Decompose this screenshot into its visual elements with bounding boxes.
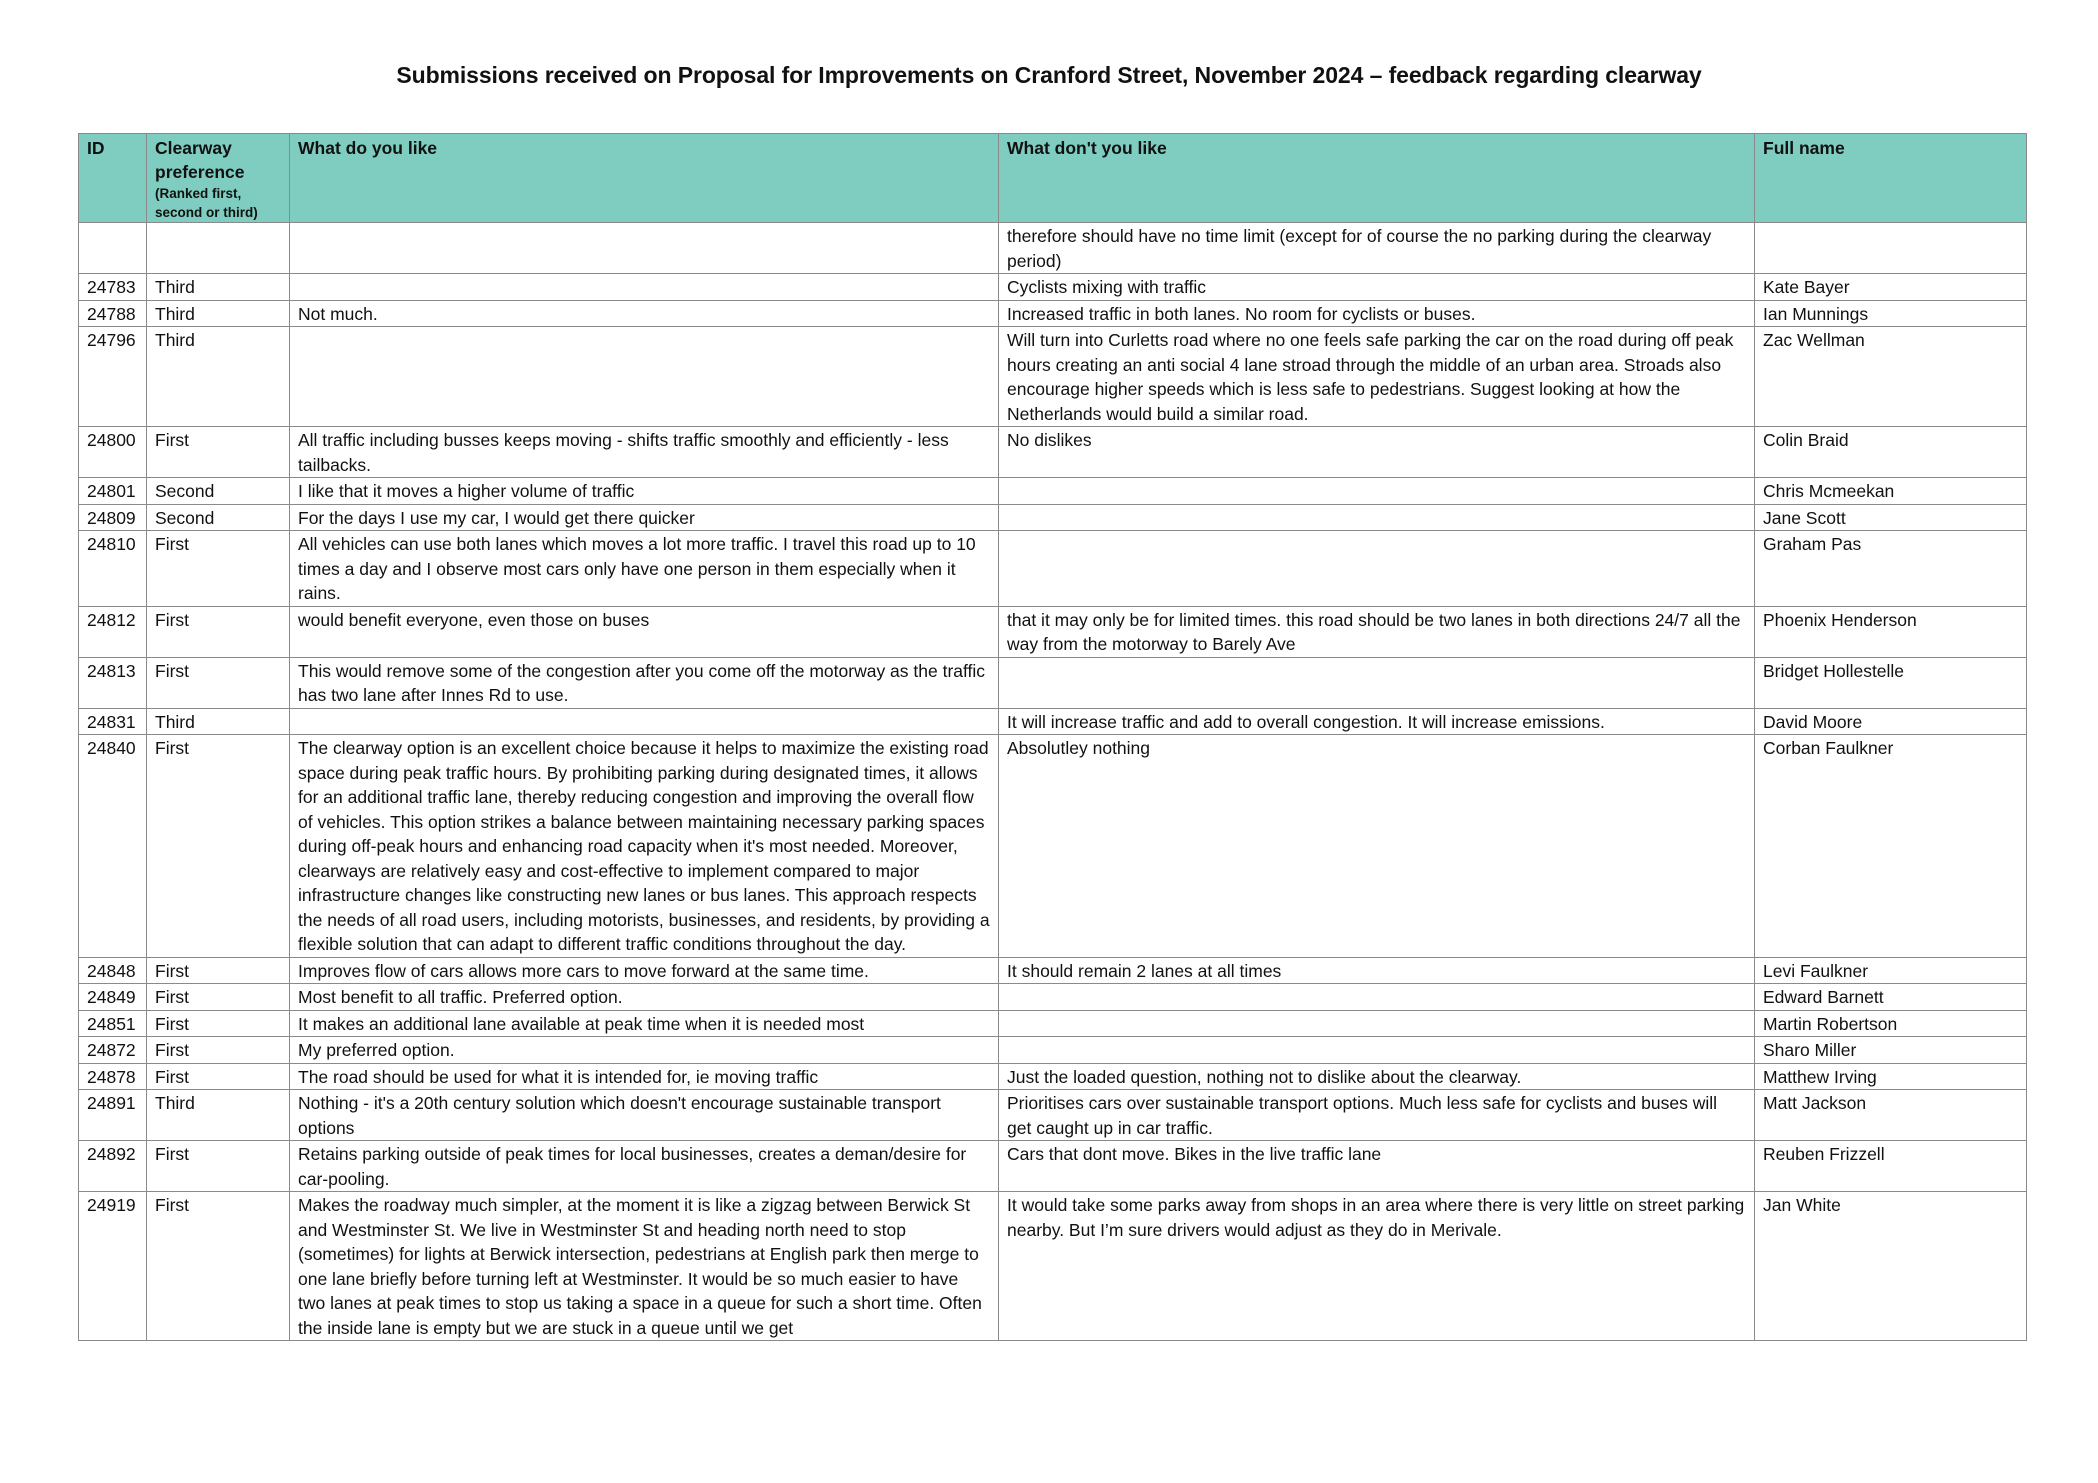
cell-id: 24812	[79, 606, 147, 657]
cell-like: The clearway option is an excellent choice because it helps to maximize the existing road space during peak traffic hours. By prohibiting parking during designated times, it allows for an additional traffic lane, thereby reducing congestion and improving the overall flow of vehicles. This option strikes a balance between maintaining necessary parking spaces during off-peak hours and enhancing road capacity when it's most needed. Moreover, clearways are relatively easy and cost-effective to implement compared to major infrastructure changes like constructing new lanes or bus lanes. This approach respects the needs of all road users, including motorists, businesses, and residents, by providing a flexible solution that can adapt to different traffic conditions throughout the day.	[290, 735, 999, 958]
column-header-preference	[147, 134, 290, 223]
cell-preference: Second	[147, 504, 290, 531]
table-header-row	[79, 134, 2027, 223]
table-row	[79, 478, 2027, 505]
cell-preference: First	[147, 957, 290, 984]
cell-preference: First	[147, 1141, 290, 1192]
cell-preference: First	[147, 984, 290, 1011]
cell-preference: First	[147, 657, 290, 708]
cell-id: 24878	[79, 1063, 147, 1090]
table-row	[79, 708, 2027, 735]
table-row	[79, 327, 2027, 427]
cell-like: All traffic including busses keeps moving - shifts traffic smoothly and efficiently - less tailbacks.	[290, 427, 999, 478]
cell-like	[290, 327, 999, 427]
cell-preference: Third	[147, 274, 290, 301]
cell-like: Not much.	[290, 300, 999, 327]
cell-like: The road should be used for what it is intended for, ie moving traffic	[290, 1063, 999, 1090]
cell-id: 24796	[79, 327, 147, 427]
cell-name	[1755, 223, 2027, 274]
column-header-id: ID	[79, 134, 147, 223]
cell-name: David Moore	[1755, 708, 2027, 735]
cell-name: Corban Faulkner	[1755, 735, 2027, 958]
cell-id: 24849	[79, 984, 147, 1011]
cell-like: Improves flow of cars allows more cars to move forward at the same time.	[290, 957, 999, 984]
cell-like: I like that it moves a higher volume of traffic	[290, 478, 999, 505]
cell-id: 24848	[79, 957, 147, 984]
table-row	[79, 1063, 2027, 1090]
cell-dislike: Absolutley nothing	[999, 735, 1755, 958]
cell-like: This would remove some of the congestion after you come off the motorway as the traffic has two lane after Innes Rd to use.	[290, 657, 999, 708]
cell-preference: First	[147, 1192, 290, 1341]
cell-name: Martin Robertson	[1755, 1010, 2027, 1037]
table-row	[79, 427, 2027, 478]
cell-name: Jan White	[1755, 1192, 2027, 1341]
cell-dislike	[999, 657, 1755, 708]
cell-preference: First	[147, 606, 290, 657]
table-row	[79, 606, 2027, 657]
table-row	[79, 1141, 2027, 1192]
table-row	[79, 1090, 2027, 1141]
cell-name: Zac Wellman	[1755, 327, 2027, 427]
cell-dislike: Will turn into Curletts road where no one feels safe parking the car on the road during off peak hours creating an anti social 4 lane stroad through the middle of an urban area. Stroads also encourage higher speeds which is less safe to pedestrians. Suggest looking at how the Netherlands would build a similar road.	[999, 327, 1755, 427]
cell-name: Ian Munnings	[1755, 300, 2027, 327]
cell-like	[290, 708, 999, 735]
cell-preference	[147, 223, 290, 274]
cell-id: 24809	[79, 504, 147, 531]
column-header-like: What do you like	[290, 134, 999, 223]
cell-preference: Third	[147, 1090, 290, 1141]
cell-id	[79, 223, 147, 274]
table-row	[79, 657, 2027, 708]
cell-preference: Third	[147, 708, 290, 735]
cell-dislike: Prioritises cars over sustainable transport options. Much less safe for cyclists and buses will get caught up in car traffic.	[999, 1090, 1755, 1141]
cell-id: 24813	[79, 657, 147, 708]
column-header-name: Full name	[1755, 134, 2027, 223]
cell-dislike: It will increase traffic and add to overall congestion. It will increase emissions.	[999, 708, 1755, 735]
table-row	[79, 300, 2027, 327]
cell-dislike: that it may only be for limited times. this road should be two lanes in both directions 24/7 all the way from the motorway to Barely Ave	[999, 606, 1755, 657]
cell-name: Reuben Frizzell	[1755, 1141, 2027, 1192]
cell-dislike: Cars that dont move. Bikes in the live traffic lane	[999, 1141, 1755, 1192]
column-header-preference-label: Clearway preference	[155, 138, 245, 182]
cell-id: 24810	[79, 531, 147, 607]
table-row	[79, 1010, 2027, 1037]
cell-name: Bridget Hollestelle	[1755, 657, 2027, 708]
cell-like: Makes the roadway much simpler, at the moment it is like a zigzag between Berwick St and Westminster St. We live in Westminster St and heading north need to stop (sometimes) for lights at Berwick intersection, pedestrians at English park then merge to one lane briefly before turning left at Westminster. It would be so much easier to have two lanes at peak times to stop us taking a space in a queue for such a short time. Often the inside lane is empty but we are stuck in a queue until we get	[290, 1192, 999, 1341]
cell-name: Kate Bayer	[1755, 274, 2027, 301]
cell-like: Most benefit to all traffic. Preferred option.	[290, 984, 999, 1011]
cell-name: Matt Jackson	[1755, 1090, 2027, 1141]
cell-dislike	[999, 478, 1755, 505]
cell-preference: First	[147, 1063, 290, 1090]
table-row	[79, 1192, 2027, 1341]
cell-name: Chris Mcmeekan	[1755, 478, 2027, 505]
cell-id: 24800	[79, 427, 147, 478]
cell-like: All vehicles can use both lanes which moves a lot more traffic. I travel this road up to 10 times a day and I observe most cars only have one person in them especially when it rains.	[290, 531, 999, 607]
cell-name: Levi Faulkner	[1755, 957, 2027, 984]
cell-id: 24892	[79, 1141, 147, 1192]
table-row	[79, 735, 2027, 958]
cell-id: 24801	[79, 478, 147, 505]
cell-id: 24919	[79, 1192, 147, 1341]
cell-preference: Third	[147, 300, 290, 327]
cell-preference: First	[147, 1037, 290, 1064]
cell-like	[290, 223, 999, 274]
cell-name: Jane Scott	[1755, 504, 2027, 531]
cell-dislike: It would take some parks away from shops in an area where there is very little on street parking nearby. But I’m sure drivers would adjust as they do in Merivale.	[999, 1192, 1755, 1341]
cell-dislike: therefore should have no time limit (except for of course the no parking during the clearway period)	[999, 223, 1755, 274]
table-row	[79, 1037, 2027, 1064]
cell-dislike	[999, 531, 1755, 607]
cell-dislike	[999, 1010, 1755, 1037]
cell-name: Graham Pas	[1755, 531, 2027, 607]
cell-name: Colin Braid	[1755, 427, 2027, 478]
cell-name: Matthew Irving	[1755, 1063, 2027, 1090]
cell-like: would benefit everyone, even those on buses	[290, 606, 999, 657]
column-header-preference-note: (Ranked first, second or third)	[155, 186, 258, 220]
cell-like: Retains parking outside of peak times for local businesses, creates a deman/desire for car-pooling.	[290, 1141, 999, 1192]
cell-id: 24872	[79, 1037, 147, 1064]
cell-id: 24840	[79, 735, 147, 958]
cell-id: 24783	[79, 274, 147, 301]
table-row	[79, 531, 2027, 607]
cell-preference: Second	[147, 478, 290, 505]
cell-preference: First	[147, 427, 290, 478]
table-body	[79, 223, 2027, 1341]
cell-dislike	[999, 504, 1755, 531]
page-title: Submissions received on Proposal for Improvements on Cranford Street, November 2024 – feedback regarding clearway	[396, 62, 1702, 88]
cell-like: Nothing - it's a 20th century solution which doesn't encourage sustainable transport options	[290, 1090, 999, 1141]
cell-like: It makes an additional lane available at peak time when it is needed most	[290, 1010, 999, 1037]
table-row	[79, 223, 2027, 274]
cell-dislike: Just the loaded question, nothing not to dislike about the clearway.	[999, 1063, 1755, 1090]
cell-preference: First	[147, 531, 290, 607]
cell-name: Edward Barnett	[1755, 984, 2027, 1011]
cell-id: 24891	[79, 1090, 147, 1141]
cell-preference: Third	[147, 327, 290, 427]
cell-dislike: Cyclists mixing with traffic	[999, 274, 1755, 301]
cell-like: For the days I use my car, I would get there quicker	[290, 504, 999, 531]
cell-preference: First	[147, 1010, 290, 1037]
cell-like	[290, 274, 999, 301]
cell-dislike	[999, 984, 1755, 1011]
cell-name: Phoenix Henderson	[1755, 606, 2027, 657]
column-header-dislike: What don't you like	[999, 134, 1755, 223]
table-row	[79, 504, 2027, 531]
cell-dislike: No dislikes	[999, 427, 1755, 478]
cell-id: 24788	[79, 300, 147, 327]
table-row	[79, 274, 2027, 301]
cell-preference: First	[147, 735, 290, 958]
table-row	[79, 957, 2027, 984]
cell-dislike: It should remain 2 lanes at all times	[999, 957, 1755, 984]
cell-name: Sharo Miller	[1755, 1037, 2027, 1064]
table-row	[79, 984, 2027, 1011]
cell-id: 24831	[79, 708, 147, 735]
cell-id: 24851	[79, 1010, 147, 1037]
cell-like: My preferred option.	[290, 1037, 999, 1064]
cell-dislike: Increased traffic in both lanes. No room for cyclists or buses.	[999, 300, 1755, 327]
submissions-table	[78, 133, 2027, 1341]
cell-dislike	[999, 1037, 1755, 1064]
